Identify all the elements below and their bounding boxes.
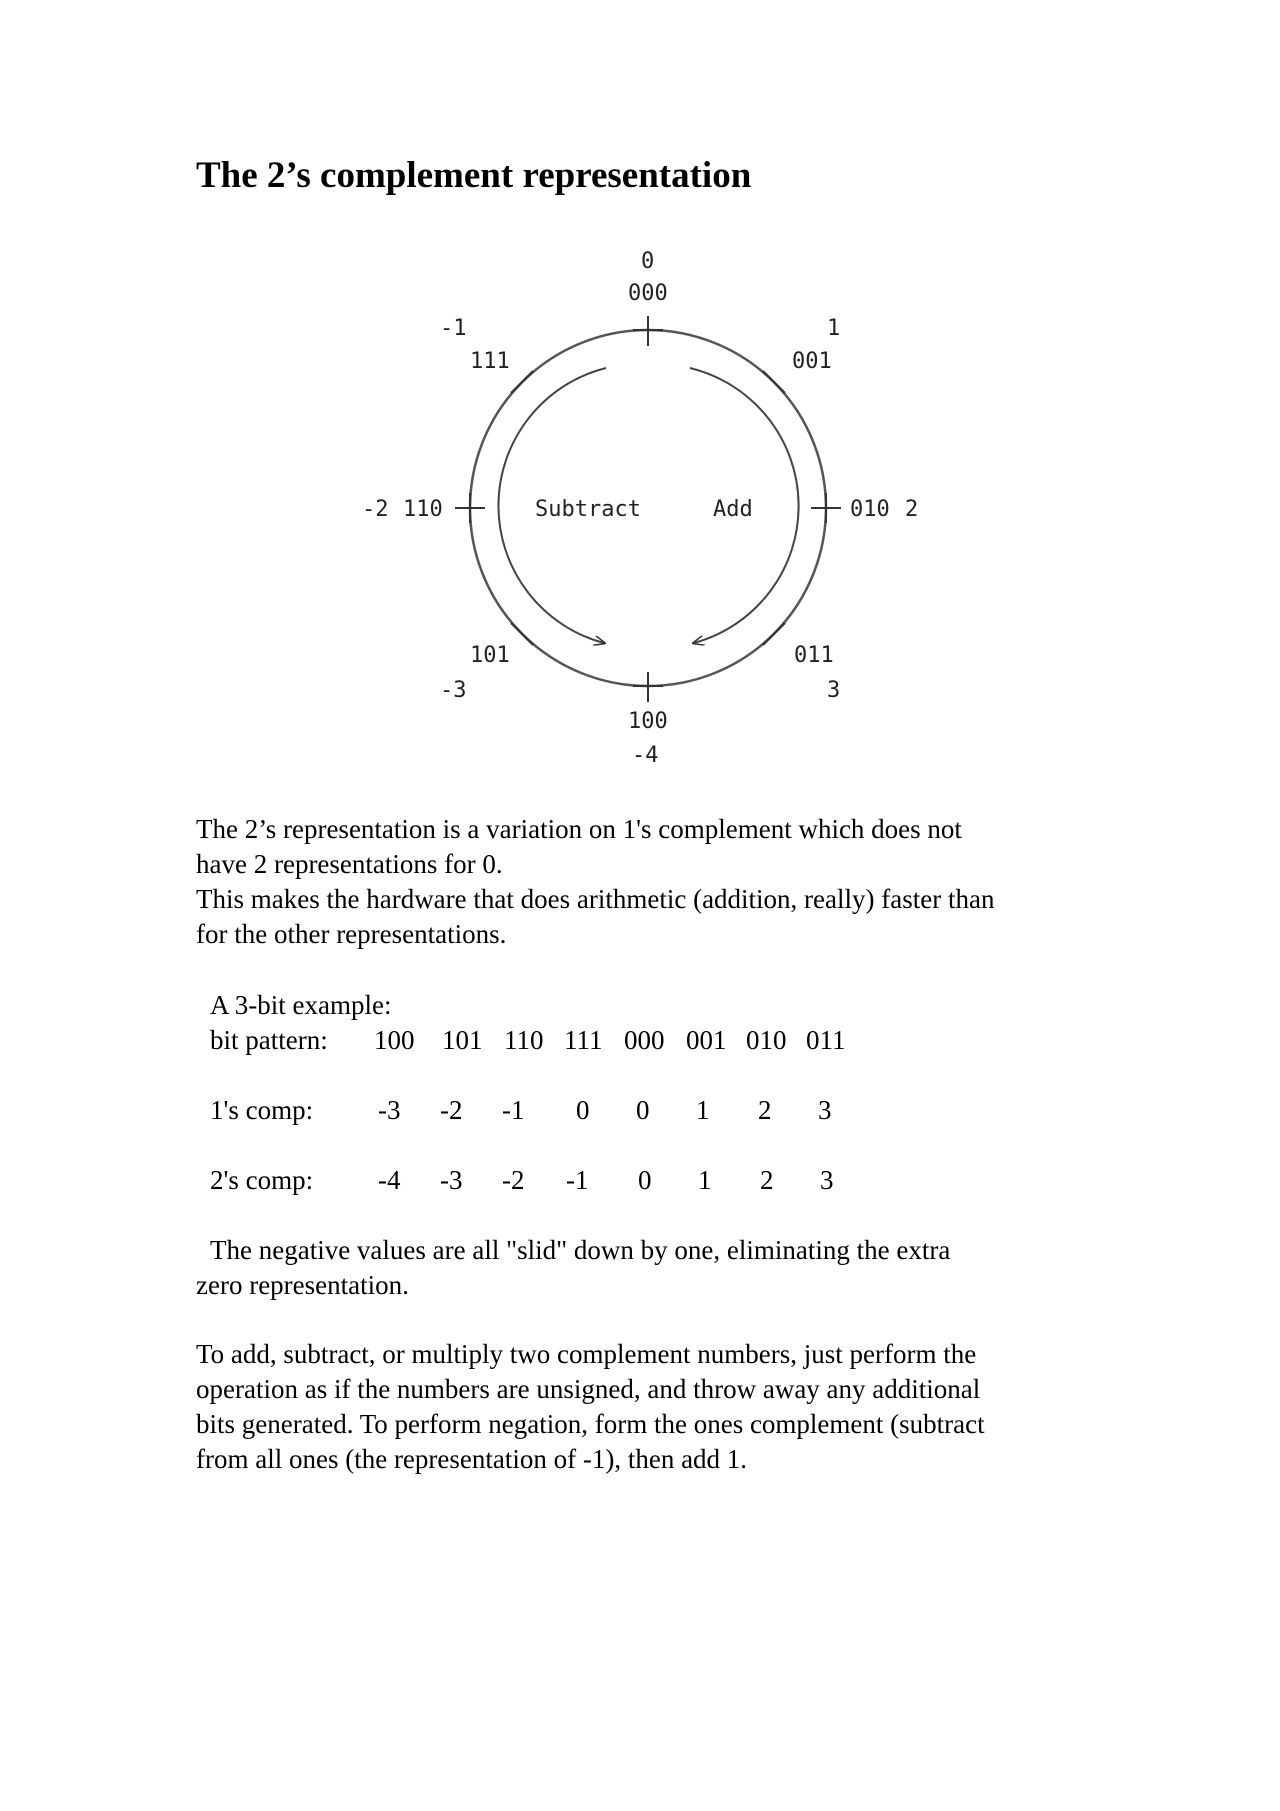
paragraph2-line1: The negative values are all "slid" down by one, eliminating the extra bbox=[210, 1235, 951, 1265]
node-111-bits: 111 bbox=[470, 349, 510, 374]
node-000-value: 0 bbox=[641, 249, 655, 274]
tick-marks bbox=[455, 316, 841, 702]
node-000-bits: 000 bbox=[628, 281, 668, 306]
cell: 0 bbox=[636, 1095, 650, 1125]
table-row-ones-comp bbox=[210, 1097, 910, 1127]
cell: 1 bbox=[698, 1165, 712, 1195]
tick-011 bbox=[763, 623, 785, 645]
cell: -1 bbox=[502, 1095, 525, 1125]
node-111-value: -1 bbox=[440, 316, 467, 341]
add-label: Add bbox=[713, 497, 753, 522]
node-001-value: 1 bbox=[827, 316, 841, 341]
node-110-value: -2 bbox=[362, 497, 389, 522]
table-row-twos-comp bbox=[210, 1167, 910, 1197]
cell: -1 bbox=[566, 1165, 589, 1195]
paragraph2-line2: zero representation. bbox=[196, 1270, 409, 1300]
paragraph1-line2: have 2 representations for 0. bbox=[196, 849, 503, 879]
paragraph1-line1: The 2’s representation is a variation on 1's complement which does not bbox=[196, 814, 962, 844]
twos-complement-circle-diagram bbox=[0, 0, 1280, 800]
subtract-label: Subtract bbox=[535, 497, 641, 522]
cell: 010 bbox=[746, 1025, 787, 1055]
cell: 0 bbox=[576, 1095, 590, 1125]
tick-111 bbox=[511, 371, 533, 393]
node-101-bits: 101 bbox=[470, 643, 510, 668]
cell: 0 bbox=[638, 1165, 652, 1195]
node-011-bits: 011 bbox=[794, 643, 834, 668]
cell: 100 bbox=[374, 1025, 415, 1055]
node-001-bits: 001 bbox=[792, 349, 832, 374]
cell: -2 bbox=[440, 1095, 463, 1125]
cell: -3 bbox=[378, 1095, 401, 1125]
paragraph3-line3: bits generated. To perform negation, form the ones complement (subtract bbox=[196, 1409, 985, 1439]
cell: 001 bbox=[686, 1025, 727, 1055]
cell: 101 bbox=[442, 1025, 483, 1055]
tick-001 bbox=[763, 371, 785, 393]
row-label: 2's comp: bbox=[210, 1165, 314, 1195]
node-011-value: 3 bbox=[827, 678, 841, 703]
node-010-value: 2 bbox=[905, 497, 919, 522]
node-100-value: -4 bbox=[632, 743, 659, 768]
cell: 1 bbox=[696, 1095, 710, 1125]
cell: -3 bbox=[440, 1165, 463, 1195]
cell: 2 bbox=[758, 1095, 772, 1125]
example-heading: A 3-bit example: bbox=[210, 990, 392, 1020]
paragraph3-line2: operation as if the numbers are unsigned, and throw away any additional bbox=[196, 1374, 981, 1404]
cell: -4 bbox=[378, 1165, 401, 1195]
paragraph3-line1: To add, subtract, or multiply two complement numbers, just perform the bbox=[196, 1339, 977, 1369]
row-label: bit pattern: bbox=[210, 1025, 328, 1055]
row-label: 1's comp: bbox=[210, 1095, 314, 1125]
cell: 011 bbox=[806, 1025, 846, 1055]
paragraph3-line4: from all ones (the representation of -1), then add 1. bbox=[196, 1444, 748, 1474]
cell: 3 bbox=[818, 1095, 832, 1125]
number-circle bbox=[470, 330, 826, 686]
cell: 110 bbox=[504, 1025, 544, 1055]
paragraph1-line4: for the other representations. bbox=[196, 919, 507, 949]
cell: 2 bbox=[760, 1165, 774, 1195]
cell: 3 bbox=[820, 1165, 834, 1195]
tick-101 bbox=[511, 623, 533, 645]
table-row-bit-pattern bbox=[210, 1027, 910, 1057]
cell: 111 bbox=[564, 1025, 603, 1055]
page-title: The 2’s complement representation bbox=[196, 155, 752, 196]
node-101-value: -3 bbox=[440, 678, 467, 703]
cell: -2 bbox=[502, 1165, 525, 1195]
node-010-bits: 010 bbox=[850, 497, 890, 522]
cell: 000 bbox=[624, 1025, 665, 1055]
paragraph1-line3: This makes the hardware that does arithmetic (addition, really) faster than bbox=[196, 884, 995, 914]
node-100-bits: 100 bbox=[628, 709, 668, 734]
node-110-bits: 110 bbox=[403, 497, 443, 522]
